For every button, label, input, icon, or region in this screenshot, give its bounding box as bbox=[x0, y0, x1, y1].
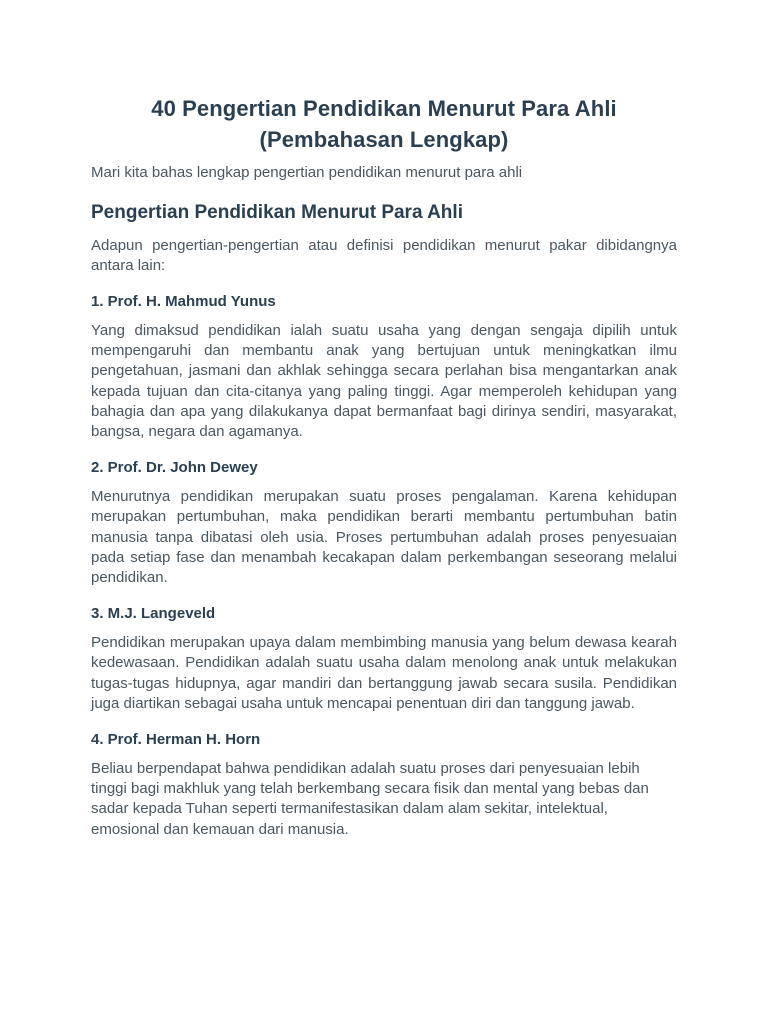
section-heading: Pengertian Pendidikan Menurut Para Ahli bbox=[91, 202, 463, 223]
expert-heading-john-dewey: 2. Prof. Dr. John Dewey bbox=[91, 459, 258, 477]
expert-heading-langeveld: 3. M.J. Langeveld bbox=[91, 605, 216, 623]
expert-definition-langeveld: Pendidikan merupakan upaya dalam membimbing manusia yang belum dewasa kearah kedewasaan. Pendidikan adalah suatu usaha dalam menolong anak untuk melakukan tugas-tugas hidupnya, agar mandiri dan bertanggung jawab secara susila. Pendidikan juga diartikan sebagai usaha untuk mencapai penentuan diri dan tanggung jawab. bbox=[91, 634, 677, 712]
expert-heading-herman-horn: 4. Prof. Herman H. Horn bbox=[91, 731, 261, 749]
intro-paragraph: Mari kita bahas lengkap pengertian pendidikan menurut para ahli bbox=[91, 164, 523, 181]
expert-definition-mahmud-yunus: Yang dimaksud pendidikan ialah suatu usaha yang dengan sengaja dipilih untuk mempengaruhi dan membantu anak yang bertujuan untuk meningkatkan ilmu pengetahuan, jasmani dan akhlak sehingga secara perlahan bisa mengantarkan anak kepada tujuan dan cita-citanya yang paling tinggi. Agar memperoleh kehidupan yang bahagia dan apa yang dilakukanya dapat bermanfaat bagi dirinya sendiri, masyarakat, bangsa, negara dan agamanya. bbox=[91, 322, 677, 441]
expert-definition-john-dewey: Menurutnya pendidikan merupakan suatu proses pengalaman. Karena kehidupan merupakan pertumbuhan, maka pendidikan berarti membantu pertumbuhan batin manusia tanpa dibatasi oleh usia. Proses pertumbuhan adalah proses penyesuaian pada setiap fase dan menambah kecakapan dalam perkembangan seseorang melalui pendidikan. bbox=[91, 488, 677, 587]
section-lead-paragraph: Adapun pengertian-pengertian atau definisi pendidikan menurut pakar dibidangnya antara lain: bbox=[91, 237, 677, 274]
page-title: 40 Pengertian Pendidikan Menurut Para Ahli (Pembahasan Lengkap) bbox=[151, 96, 617, 152]
expert-definition-herman-horn: Beliau berpendapat bahwa pendidikan adalah suatu proses dari penyesuaian lebih tinggi bagi makhluk yang telah berkembang secara fisik dan mental yang bebas dan sadar kepada Tuhan seperti termanifestasikan dalam alam sekitar, intelektual, emosional dan kemauan dari manusia. bbox=[91, 760, 649, 838]
expert-heading-mahmud-yunus: 1. Prof. H. Mahmud Yunus bbox=[91, 293, 276, 310]
